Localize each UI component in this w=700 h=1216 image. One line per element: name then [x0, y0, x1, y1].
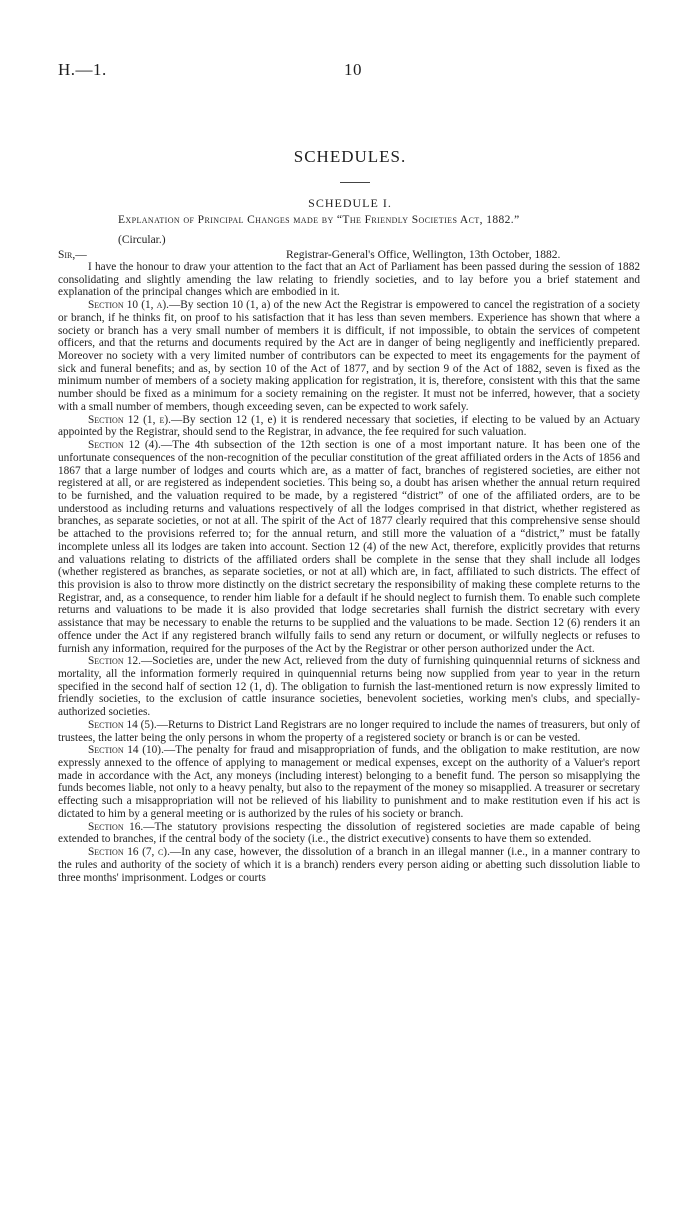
- schedule-caption: Explanation of Principal Changes made by “The Friendly Societies Act, 1882.”: [118, 214, 520, 226]
- paragraph-text: —Returns to District Land Registrars are no longer required to include the names of treasurers, but only of trustees, the latter being the only persons in whom the property of a registered society or branch is or can be vested.: [58, 718, 640, 744]
- section-reference: Section 12.: [88, 655, 141, 668]
- section-reference: Section 14 (5).: [88, 718, 157, 731]
- section-reference: Section 16.: [88, 820, 144, 833]
- paragraph-text: —The penalty for fraud and misappropriation of funds, and the obligation to make restitution, are now expressly annexed to the offence of applying to management or medical expenses, except on the authority of a Valuer's report made in accordance with the Act, any moneys (including interest) belonging to a benefit fund. The person so misapplying the funds becomes liable, not only to a heavy penalty, but also to the repayment of the money so misapplied. A treasurer or secretary effecting such a misappropriation will not be relieved of his liability to punishment and to make restitution even if his act is dictated to him by a general meeting or is authorized by the rules of his society or branch.: [58, 744, 640, 820]
- paragraph: [58, 439, 640, 655]
- paragraph: [58, 719, 640, 744]
- paragraph: [58, 261, 640, 299]
- paragraph: [58, 299, 640, 413]
- running-header: H.—1.: [58, 60, 107, 79]
- section-reference: Section 12 (1, e).: [88, 413, 172, 426]
- page-number: 10: [344, 60, 362, 79]
- paragraph-text: —Societies are, under the new Act, relieved from the duty of furnishing quinquennial returns of sickness and mortality, all the information formerly required in quinquennial returns being now supplied from year to year in the return specified in the second half of section 12 (1, d). The obligation to furnish the last-mentioned return is now expressly limited to friendly societies, to the exclusion of cattle insurance societies, benevolent societies, working men's clubs, and specially-authorized societies.: [58, 655, 640, 719]
- paragraph: [58, 744, 640, 820]
- paragraph: [58, 655, 640, 719]
- paragraph-text: I have the honour to draw your attention to the fact that an Act of Parliament has been passed during the session of 1882 consolidating and slightly amending the law relating to friendly societies, and to lay before you a brief statement and explanation of the principal changes which are embodied in it.: [58, 261, 640, 299]
- paragraph: [58, 846, 640, 884]
- section-reference: Section 12 (4).: [88, 439, 161, 452]
- paragraph-text: —The statutory provisions respecting the dissolution of registered societies are made capable of being extended to branches, if the central body of the society (i.e., the district executive) consents to have them so extended.: [58, 820, 640, 846]
- paragraph-text: —In any case, however, the dissolution of a branch in an illegal manner (i.e., in a manner contrary to the rules and authority of the society of which it is a branch) renders every person aiding or abetting such dissolution liable to three months' imprisonment. Lodges or courts: [58, 846, 640, 884]
- paragraph-text: —By section 12 (1, e) it is rendered necessary that societies, if electing to be valued by an Actuary appointed by the Registrar, should send to the Registrar, in advance, the fee required for such valuation.: [58, 413, 640, 439]
- page-title: SCHEDULES.: [293, 147, 407, 166]
- schedule-heading: SCHEDULE I.: [308, 196, 392, 210]
- paragraph-text: —The 4th subsection of the 12th section is one of a most important nature. It has been one of the unfortunate consequences of the non-recognition of the peculiar constitution of the great affiliated orders in the Acts of 1856 and 1867 that a large number of lodges and courts which are, as a matter of fact, branches of registered societies, are either not registered at all, or are registered as independent societies. This being so, a doubt has arisen whether the annual return required to be furnished, and the valuation required to be made, by a registered “district” of one of the affiliated orders, are to be understood as including returns and valuations respectively of all the lodges comprised in that district, whether registered as branches, as separate societies, or not at all. The spirit of the Act of 1877 clearly required that this comprehensive sense should be attached to the provisions referred to; for the annual return, and still more the valuation of a “district,” must be fatally incomplete unless all its lodges are taken into account. Section 12 (4) of the new Act, therefore, explicitly provides that returns and valuations relating to districts of the affiliated orders shall be complete in the sense that they shall include all lodges (whether registered as branches, as separate societies, or not at all) which are, in fact, affiliated to such districts. The effect of this provision is also to throw more distinctly on the district secretary the responsibility of making these complete returns to the Registrar, and, as a consequence, to render him liable for a default if he should neglect to furnish them. To enable such complete returns and valuations to be made it is also provided that lodge secretaries shall furnish the district secretary with every assistance that may be necessary to enable the returns to be supplied and the valuations to be made. Section 12 (6) renders it an offence under the Act if any registered branch wilfully fails to send any return or document, or wilfully neglects or refuses to furnish any information, required for the purposes of the Act by the Registrar or other person authorized under the Act.: [58, 439, 640, 655]
- section-reference: Section 16 (7, c).: [88, 846, 170, 859]
- title-divider: [340, 182, 370, 183]
- letter-address: Registrar-General's Office, Wellington, 13th October, 1882.: [286, 249, 561, 261]
- paragraph: [58, 821, 640, 846]
- letter-body: [58, 261, 640, 884]
- paragraph: [58, 414, 640, 439]
- circular-label: (Circular.): [118, 234, 166, 246]
- section-reference: Section 14 (10).: [88, 744, 164, 757]
- salutation: Sir,—: [58, 249, 87, 261]
- paragraph-text: —By section 10 (1, a) of the new Act the Registrar is empowered to cancel the registration of a society or branch, if he thinks fit, on proof to his satisfaction that it has less than seven members. Experience has shown that where a society or branch has a very small number of members it is difficult, if not impossible, to obtain the services of competent officers, and that the returns and documents required by the Act are in danger of being negligently and inefficiently prepared. Moreover no society with a very limited number of contributors can be expected to meet its engagements for the payment of sick and funeral benefits; and as, by section 10 of the Act of 1877, and by section 9 of the Act of 1882, seven is fixed as the minimum number of members of a society making application for registration, it is, therefore, consistent with this that the same number should be fixed as a minimum for a society remaining on the register. It must not be inferred, however, that a society with a small number of members, though exceeding seven, can be expected to work safely.: [58, 299, 640, 413]
- section-reference: Section 10 (1, a).: [88, 299, 169, 312]
